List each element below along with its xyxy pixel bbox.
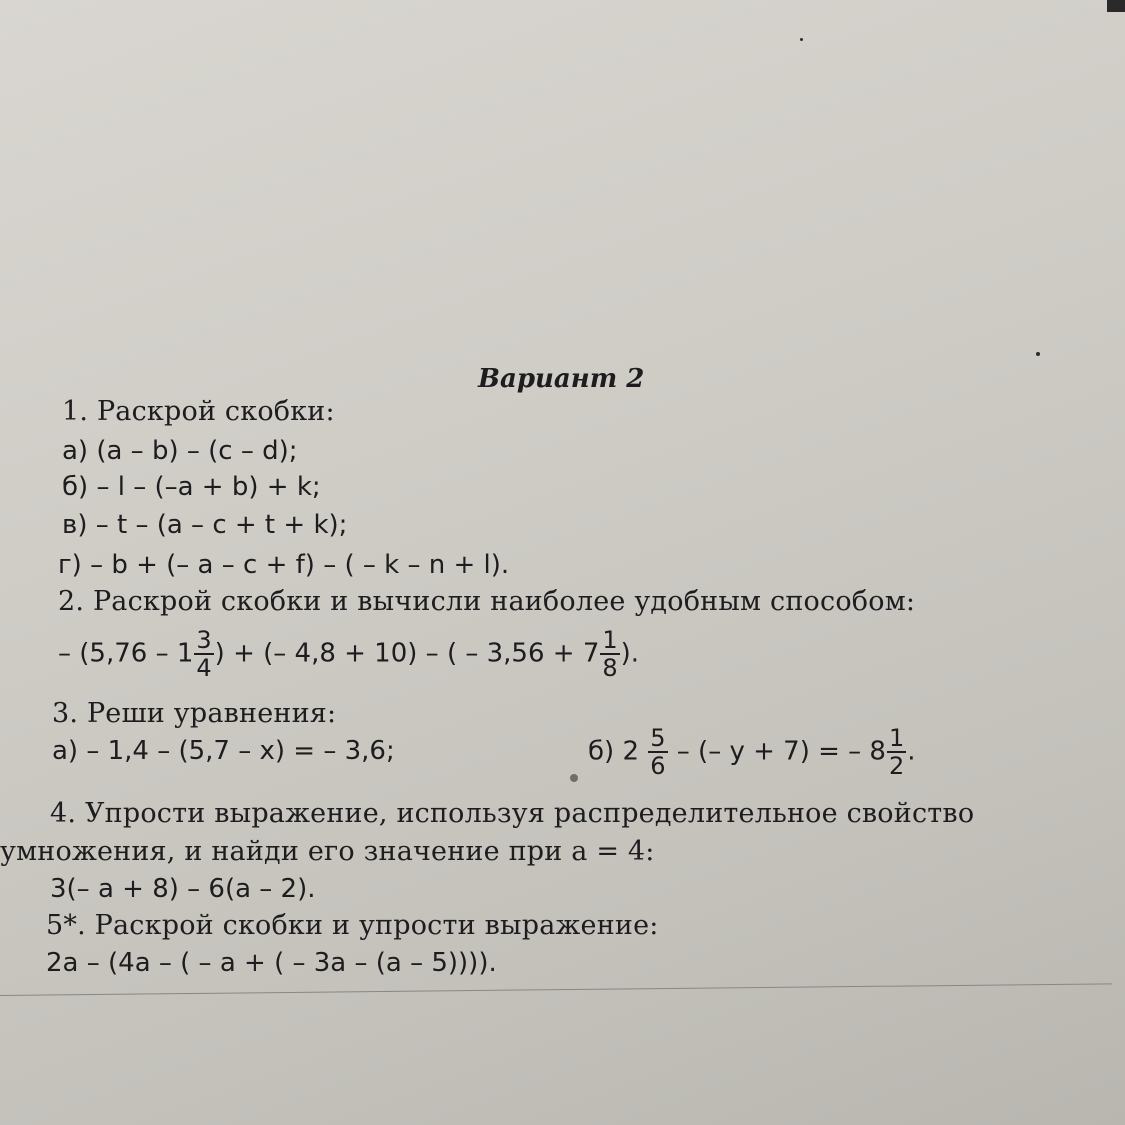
paper-speck bbox=[1036, 352, 1040, 356]
task1-item-v: в) – t – (a – c + t + k); bbox=[62, 510, 348, 540]
task1-item-a: а) (a – b) – (c – d); bbox=[62, 436, 298, 466]
task1-heading: 1. Раскрой скобки: bbox=[62, 396, 335, 427]
fraction-three-quarters: $\frac{3}{4}$ bbox=[196, 626, 212, 682]
task3-equation-a: а) – 1,4 – (5,7 – x) = – 3,6; bbox=[52, 736, 395, 766]
task5-heading: 5*. Раскрой скобки и упрости выражение: bbox=[46, 910, 659, 941]
dark-corner bbox=[1107, 0, 1125, 12]
fraction-five-sixths: $\frac{5}{6}$ bbox=[650, 724, 666, 780]
task2-heading: 2. Раскрой скобки и вычисли наиболее удобным способом: bbox=[58, 586, 916, 617]
fraction-one-half: $\frac{1}{2}$ bbox=[888, 724, 905, 780]
task4-text-line1: 4. Упрости выражение, используя распределительное свойство bbox=[50, 798, 975, 829]
page-title: Вариант 2 bbox=[478, 364, 645, 394]
task3-equation-b: б) 2 $\frac{5}{6}$ – (– y + 7) = – 8 $\frac{1}{2}$ . bbox=[588, 724, 916, 780]
task1-item-g: г) – b + (– a – c + f) – ( – k – n + l). bbox=[58, 550, 510, 580]
task5-expression: 2a – (4a – ( – a + ( – 3a – (a – 5)))). bbox=[46, 948, 497, 978]
task2-expression: – (5,76 – 1 $\frac{3}{4}$ ) + (– 4,8 + 10) – ( – 3,56 + 7 $\frac{1}{8}$ ). bbox=[58, 626, 640, 682]
task3-heading: 3. Реши уравнения: bbox=[52, 698, 337, 729]
task4-text-line2: умножения, и найди его значение при a = 4: bbox=[0, 836, 655, 867]
divider-line bbox=[0, 983, 1112, 996]
paper-speck bbox=[800, 38, 803, 41]
task1-item-b: б) – l – (–a + b) + k; bbox=[62, 472, 321, 502]
task4-expression: 3(– a + 8) – 6(a – 2). bbox=[50, 874, 316, 904]
fraction-one-eighth: $\frac{1}{8}$ bbox=[602, 626, 618, 682]
paper-speck bbox=[570, 774, 578, 782]
